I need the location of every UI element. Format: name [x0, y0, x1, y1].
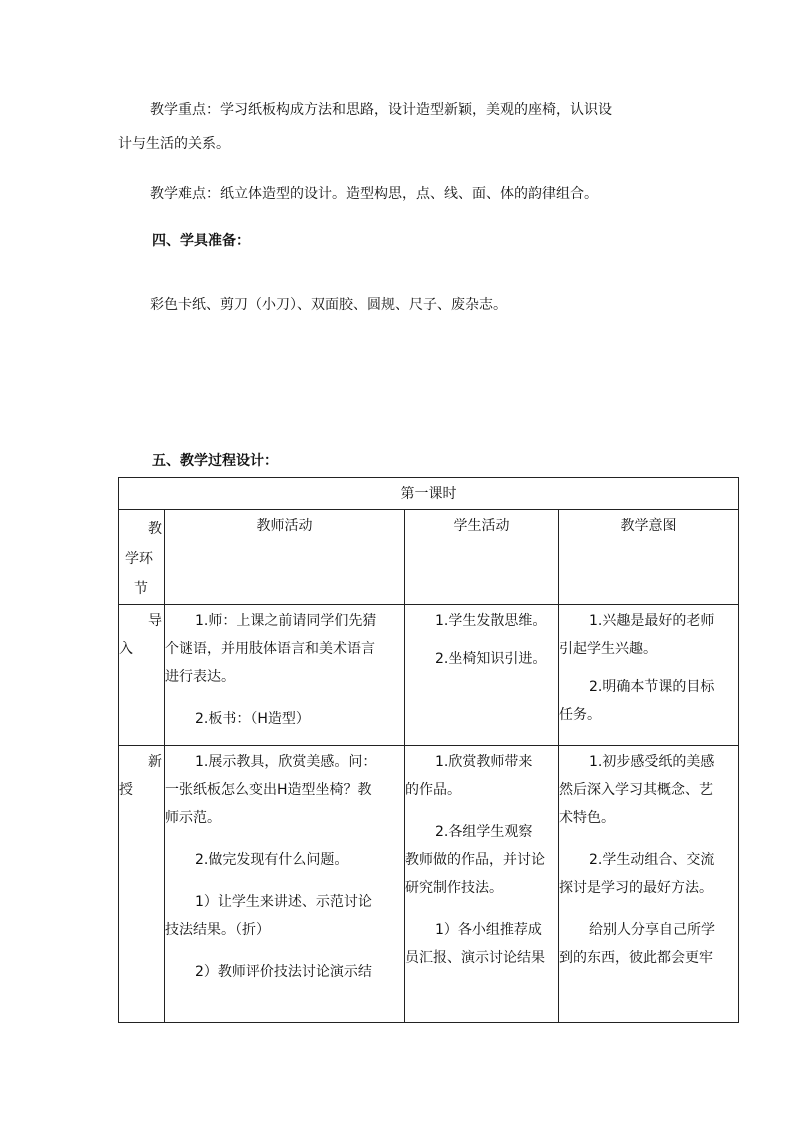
- row-stage-line: 新: [148, 754, 162, 770]
- cell-line: 1.展示教具，欣赏美感。问：: [195, 754, 377, 770]
- key-points-line1: 教学重点：学习纸板构成方法和思路，设计造型新颖，美观的座椅，认识设: [150, 102, 612, 118]
- row-stage-line: 入: [119, 641, 133, 657]
- key-points-line2: 计与生活的关系。: [118, 136, 230, 152]
- header-stage: [119, 510, 165, 605]
- cell-line: 任务。: [559, 707, 601, 723]
- cell-line: 一张纸板怎么变出H造型坐椅？教: [165, 782, 372, 798]
- table-row: [119, 746, 739, 1023]
- cell-line: 1）各小组推荐成: [435, 922, 542, 938]
- cell-line: 1.师：上课之前请同学们先猜: [195, 613, 377, 629]
- teaching-process-table: [118, 477, 739, 1023]
- cell-line: 研究制作技法。: [405, 880, 503, 896]
- cell-line: 2.明确本节课的目标: [589, 679, 715, 695]
- row-stage: [119, 746, 165, 1023]
- row-teacher: [165, 746, 405, 1023]
- header-stage-line: 教: [148, 521, 162, 537]
- cell-line: 2.做完发现有什么问题。: [195, 852, 349, 868]
- header-intent: 教学意图: [559, 510, 739, 605]
- table-header-row: [119, 510, 739, 605]
- cell-line: 教师做的作品，并讨论: [405, 852, 545, 868]
- table-row: [119, 605, 739, 746]
- header-stage-line: 学环: [125, 551, 153, 567]
- cell-line: 技法结果。（折）: [165, 922, 270, 938]
- cell-line: 探讨是学习的最好方法。: [559, 880, 713, 896]
- cell-line: 1.兴趣是最好的老师: [589, 613, 715, 629]
- cell-line: 进行表达。: [165, 669, 235, 685]
- row-stage: [119, 605, 165, 746]
- cell-line: 然后深入学习其概念、艺: [559, 782, 713, 798]
- row-intent: [559, 746, 739, 1023]
- cell-line: 2.板书：（H造型）: [195, 711, 310, 727]
- cell-line: 1.学生发散思维。: [435, 613, 547, 629]
- cell-line: 2.学生动组合、交流: [589, 852, 715, 868]
- header-stage-line: 节: [134, 581, 148, 597]
- cell-line: 2.坐椅知识引进。: [435, 651, 547, 667]
- cell-line: 到的东西，彼此都会更牢: [559, 950, 713, 966]
- cell-line: 员汇报、演示讨论结果: [405, 950, 545, 966]
- cell-line: 2.各组学生观察: [435, 824, 533, 840]
- header-student: 学生活动: [405, 510, 559, 605]
- cell-line: 给别人分享自己所学: [589, 922, 715, 938]
- cell-line: 1.欣赏教师带来: [435, 754, 533, 770]
- row-intent: [559, 605, 739, 746]
- row-teacher: [165, 605, 405, 746]
- header-teacher: 教师活动: [165, 510, 405, 605]
- row-stage-line: 授: [119, 782, 133, 798]
- difficulty-paragraph: 教学难点：纸立体造型的设计。造型构思，点、线、面、体的韵律组合。: [150, 186, 598, 202]
- cell-line: 1.初步感受纸的美感: [589, 754, 715, 770]
- row-stage-line: 导: [148, 613, 162, 629]
- cell-line: 的作品。: [405, 782, 461, 798]
- cell-line: 个谜语，并用肢体语言和美术语言: [165, 641, 375, 657]
- table-title: 第一课时: [119, 478, 739, 510]
- cell-line: 2）教师评价技法讨论演示结: [195, 964, 372, 980]
- section5-heading: 五、教学过程设计：: [152, 453, 278, 469]
- row-student: [405, 746, 559, 1023]
- cell-line: 术特色。: [559, 810, 615, 826]
- cell-line: 引起学生兴趣。: [559, 641, 657, 657]
- cell-line: 1）让学生来讲述、示范讨论: [195, 894, 372, 910]
- row-student: [405, 605, 559, 746]
- materials-paragraph: 彩色卡纸、剪刀（小刀）、双面胶、圆规、尺子、废杂志。: [150, 297, 507, 313]
- cell-line: 师示范。: [165, 810, 221, 826]
- section4-heading: 四、学具准备：: [152, 233, 250, 249]
